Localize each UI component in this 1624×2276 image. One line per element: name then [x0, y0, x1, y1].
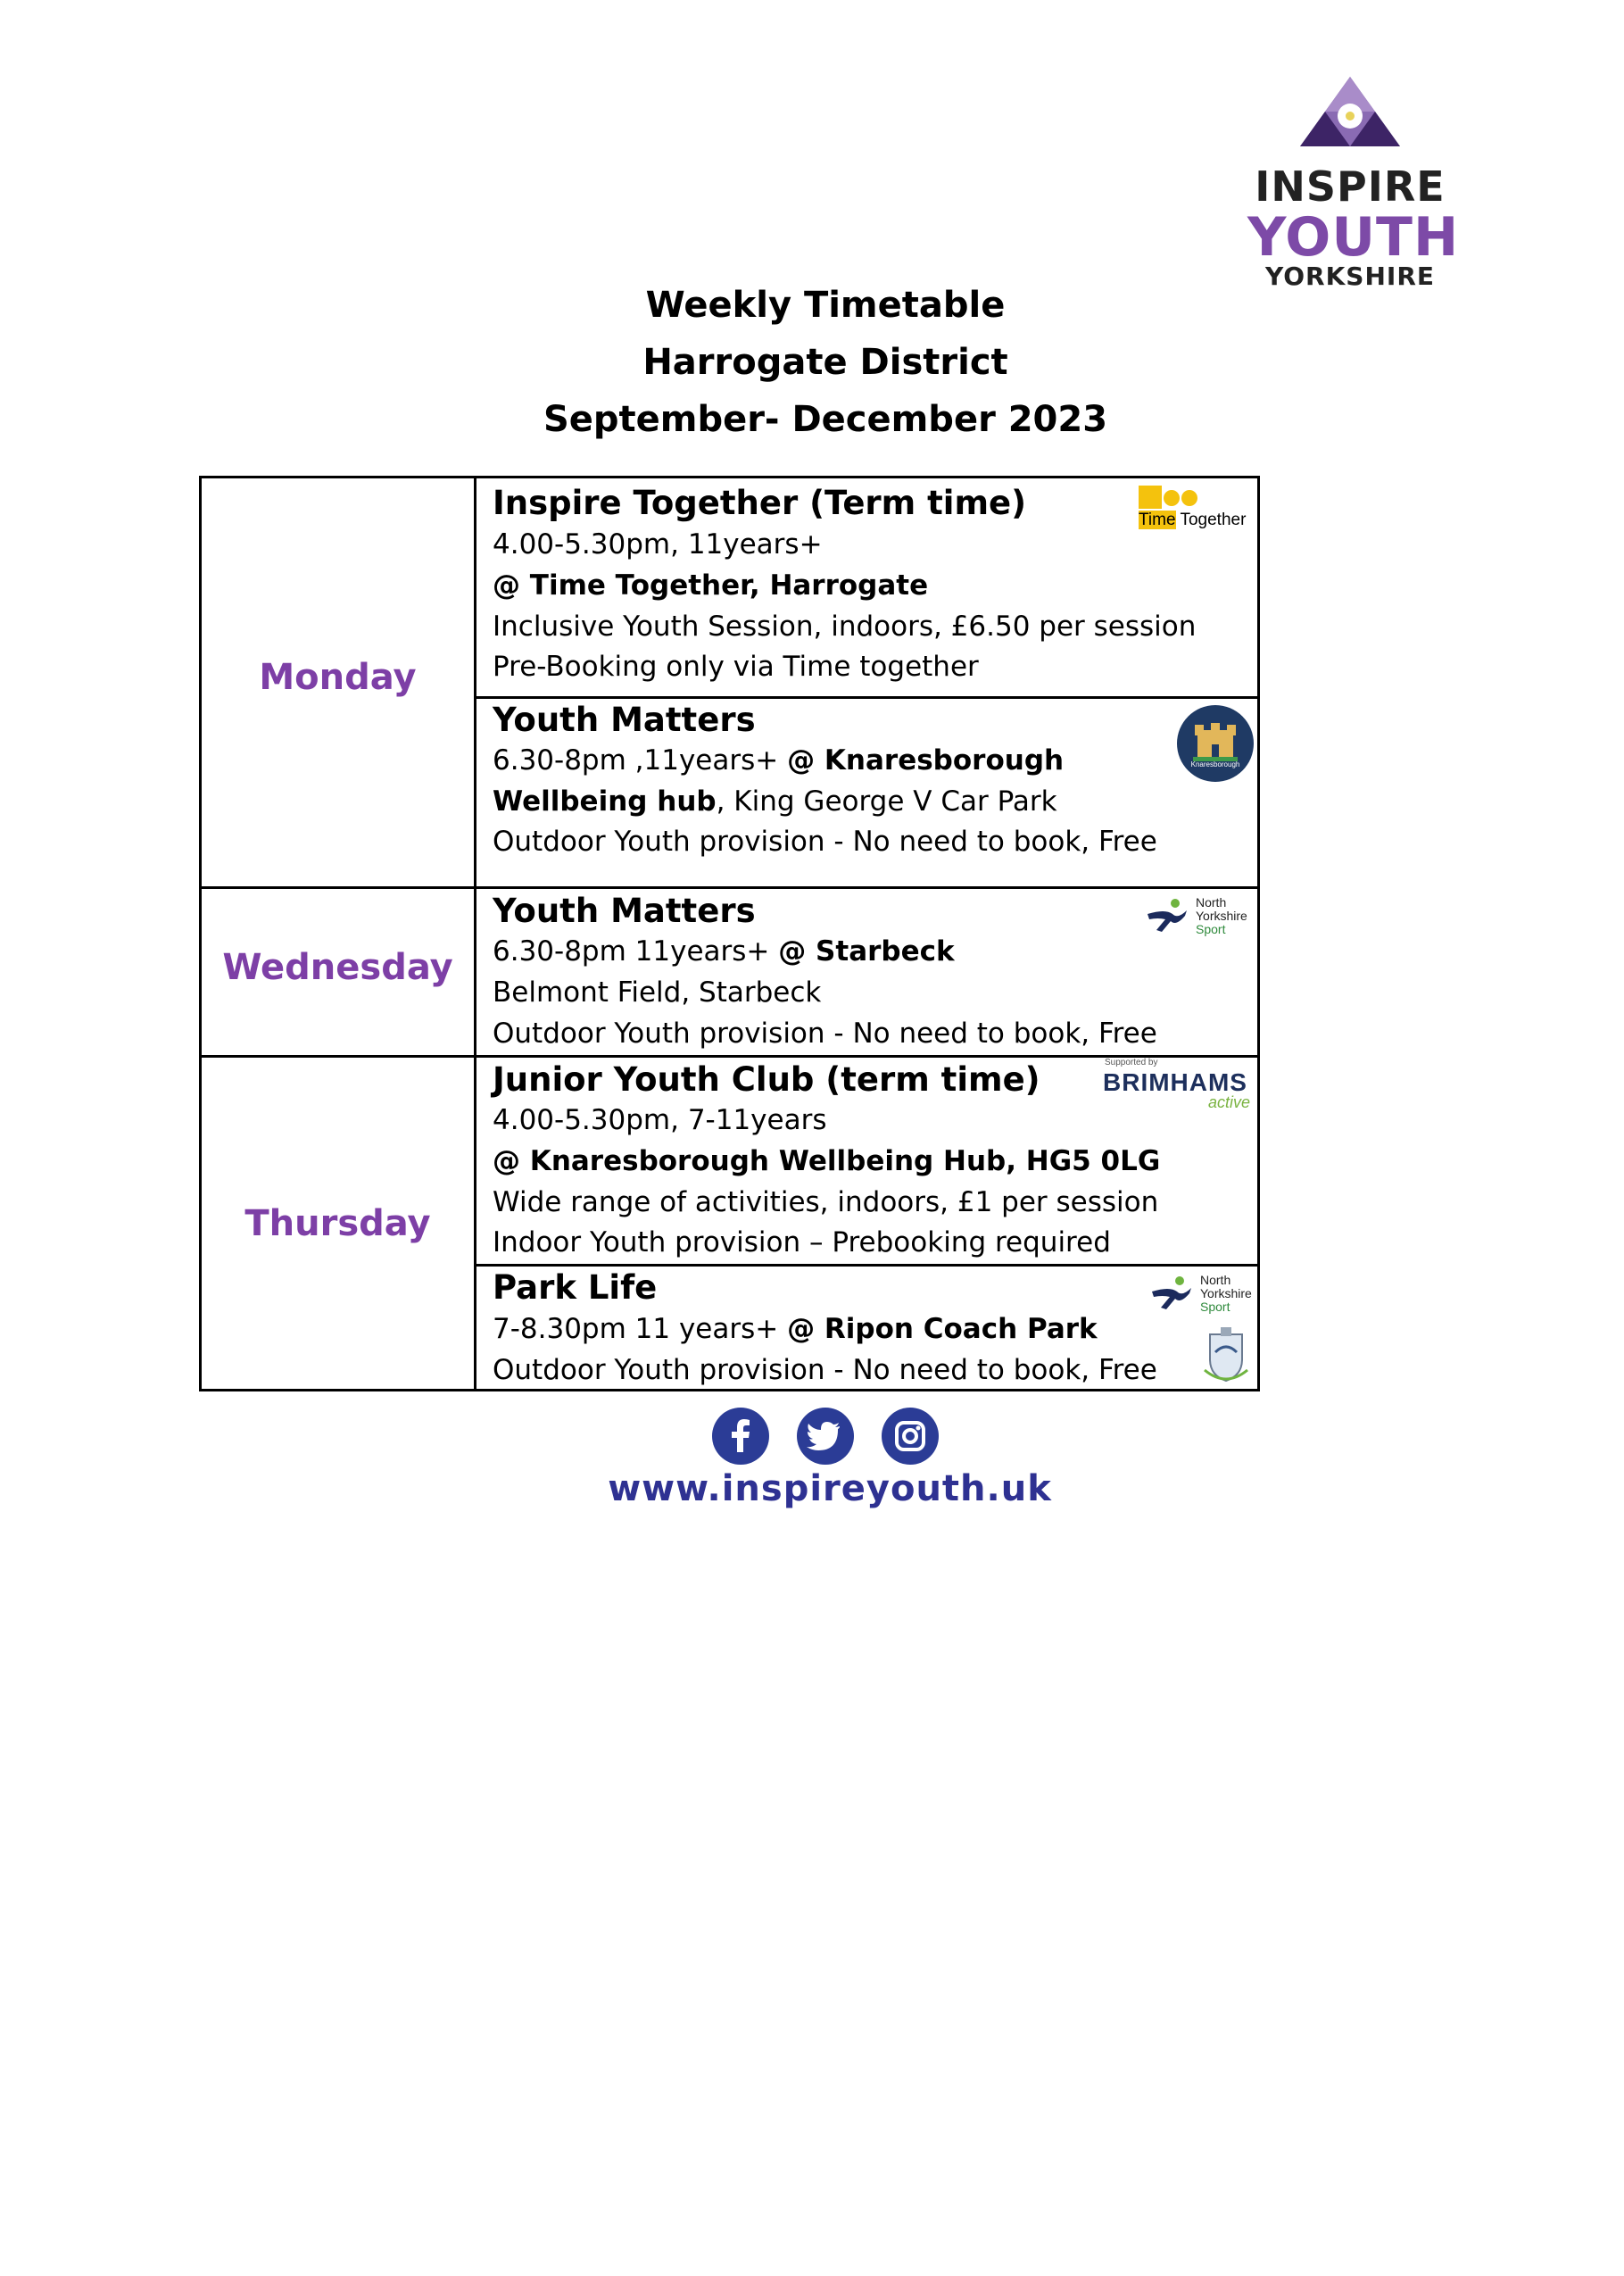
brimhams-active-logo [1101, 1058, 1266, 1115]
time-together-logo [1137, 486, 1262, 534]
session-title: Park Life [493, 1268, 658, 1307]
page-title [0, 277, 1624, 448]
north-yorkshire-sport-logo [1150, 1272, 1266, 1325]
logo-text: Knaresborough [1190, 760, 1240, 768]
session-time-venue: 7-8.30pm 11 years+ @ Ripon Coach Park [493, 1313, 1098, 1345]
session-title: Youth Matters [493, 701, 756, 739]
logo-text: North Yorkshire Sport [1200, 1273, 1252, 1314]
session-inspire-together [476, 478, 1257, 696]
session-youth-matters-starbeck [476, 889, 1257, 1055]
knaresborough-hub-logo [1175, 703, 1255, 784]
session-details: Outdoor Youth provision - No need to book, Free [493, 1018, 1157, 1050]
triangle-rose-icon [1299, 75, 1402, 148]
session-venue: @ Knaresborough Wellbeing Hub, HG5 0LG [493, 1145, 1161, 1177]
logo-dot [1164, 490, 1180, 506]
title-line-2: Harrogate District [642, 342, 1008, 383]
day-monday: Monday [259, 657, 417, 698]
north-yorkshire-sport-logo [1146, 893, 1262, 946]
inspire-youth-logo [1247, 75, 1460, 291]
session-details: Outdoor Youth provision - No need to book, Free [493, 1354, 1157, 1386]
runner-icon [1150, 1274, 1195, 1318]
session-time-venue: 6.30-8pm 11years+ @ Starbeck [493, 935, 955, 968]
logo-main-text: BRIMHAMS [1103, 1068, 1247, 1096]
logo-line-yorkshire: YORKSHIRE [1264, 262, 1436, 291]
castle-badge-icon [1175, 703, 1255, 784]
day-thursday: Thursday [244, 1203, 431, 1244]
logo-square [1139, 486, 1162, 509]
session-location: Wellbeing hub, King George V Car Park [493, 785, 1057, 818]
logo-line-youth: YOUTH [1247, 206, 1460, 269]
session-details: Wide range of activities, indoors, £1 per session [493, 1186, 1159, 1218]
session-time: 4.00-5.30pm, 7-11years [493, 1104, 827, 1136]
instagram-icon[interactable] [882, 1408, 939, 1465]
twitter-icon[interactable] [797, 1408, 854, 1465]
logo-small-text: Supported by [1105, 1058, 1158, 1067]
session-park-life [476, 1267, 1257, 1391]
session-details: Outdoor Youth provision - No need to book, Free [493, 826, 1157, 858]
title-line-1: Weekly Timetable [645, 285, 1006, 326]
session-booking: Indoor Youth provision – Prebooking required [493, 1226, 1111, 1258]
logo-line-inspire: INSPIRE [1255, 162, 1446, 211]
session-time-venue: 6.30-8pm ,11years+ @ Knaresborough [493, 744, 1065, 777]
ripon-crest-logo [1199, 1325, 1253, 1384]
logo-text: Time Together [1139, 511, 1247, 529]
title-line-3: September- December 2023 [543, 399, 1108, 440]
logo-dot [1181, 490, 1197, 506]
session-details: Inclusive Youth Session, indoors, £6.50 per session [493, 611, 1197, 643]
session-venue: @ Time Together, Harrogate [493, 569, 929, 602]
session-time: 4.00-5.30pm, 11years+ [493, 528, 823, 561]
session-junior-youth-club [476, 1058, 1257, 1264]
runner-icon [1146, 896, 1190, 941]
session-title: Youth Matters [493, 892, 756, 930]
session-title: Junior Youth Club (term time) [493, 1060, 1040, 1099]
session-location: Belmont Field, Starbeck [493, 976, 822, 1009]
facebook-icon[interactable] [712, 1408, 769, 1465]
city-crest-icon [1199, 1325, 1253, 1384]
session-title: Inspire Together (Term time) [493, 484, 1027, 522]
timetable [199, 476, 1260, 1391]
logo-sub-text: active [1208, 1093, 1251, 1111]
session-youth-matters-knaresborough [476, 699, 1257, 886]
website-url[interactable]: www.inspireyouth.uk [608, 1468, 1052, 1509]
session-booking: Pre-Booking only via Time together [493, 651, 979, 683]
day-wednesday: Wednesday [222, 947, 453, 988]
logo-text: North Yorkshire Sport [1196, 895, 1247, 936]
